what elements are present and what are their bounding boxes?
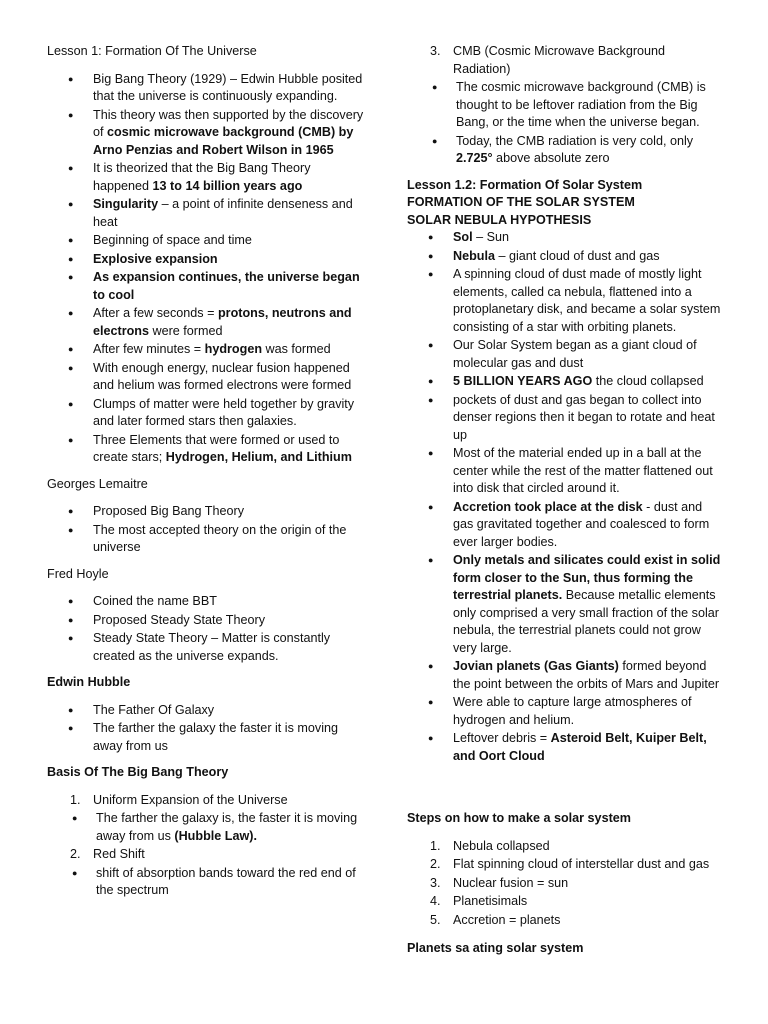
left-column bbox=[47, 43, 365, 901]
numbered-item: 3. CMB (Cosmic Microwave Background Radiation) bbox=[430, 44, 666, 76]
list-item: ● Steady State Theory – Matter is constantly created as the universe expands. bbox=[47, 630, 365, 665]
list-item: ● Our Solar System began as a giant cloud of molecular gas and dust bbox=[407, 337, 725, 372]
basis-list bbox=[47, 792, 365, 900]
list-item: ● With enough energy, nuclear fusion happened and helium was formed electrons were formed bbox=[47, 360, 365, 395]
step-item: 5. Accretion = planets bbox=[407, 912, 725, 930]
hoyle-title: Fred Hoyle bbox=[47, 566, 109, 581]
list-item: ● After a few seconds = protons, neutrons and electrons were formed bbox=[47, 305, 365, 340]
list-item: ● Sol – Sun bbox=[407, 229, 725, 247]
list-item: ● Jovian planets (Gas Giants) formed beyond the point between the orbits of Mars and Jupiter bbox=[407, 658, 725, 693]
list-item: ● This theory was then supported by the discovery of cosmic microwave background (CMB) by Arno Penzias and Robert Wilson in 1965 bbox=[47, 107, 365, 160]
list-item: ● 5 BILLION YEARS AGO the cloud collapsed bbox=[407, 373, 725, 391]
basis-title: Basis Of The Big Bang Theory bbox=[47, 765, 229, 779]
list-item: ● The Father Of Galaxy bbox=[47, 702, 365, 720]
numbered-item: 2. Red Shift bbox=[47, 846, 365, 864]
list-item: ● Singularity – a point of infinite denseness and heat bbox=[47, 196, 365, 231]
list-item: ● Explosive expansion bbox=[47, 251, 365, 269]
list-item: ● Accretion took place at the disk - dust and gas gravitated together and coalesced to form ever larger bodies. bbox=[407, 499, 725, 552]
list-item: ● Big Bang Theory (1929) – Edwin Hubble posited that the universe is continuously expanding. bbox=[47, 71, 365, 106]
list-item: ● It is theorized that the Big Bang Theory happened 13 to 14 billion years ago bbox=[47, 160, 365, 195]
lesson1-title: Lesson 1: Formation Of The Universe bbox=[47, 44, 257, 58]
list-item: ● Were able to capture large atmospheres of hydrogen and helium. bbox=[407, 694, 725, 729]
hubble-list bbox=[47, 702, 365, 756]
step-number: 3. bbox=[430, 875, 441, 890]
hubble-title: Edwin Hubble bbox=[47, 675, 131, 689]
list-item: ● Proposed Steady State Theory bbox=[47, 612, 365, 630]
step-item: 4. Planetisimals bbox=[407, 893, 725, 911]
lesson12-title: Lesson 1.2: Formation Of Solar System bbox=[407, 177, 643, 192]
list-item: ● Nebula – giant cloud of dust and gas bbox=[407, 248, 725, 266]
step-item: 1. Nebula collapsed bbox=[407, 838, 725, 856]
step-number: 2. bbox=[430, 857, 441, 871]
step-number: 5. bbox=[430, 912, 441, 927]
nebula-title: SOLAR NEBULA HYPOTHESIS bbox=[407, 212, 592, 227]
formation-title: FORMATION OF THE SOLAR SYSTEM bbox=[407, 195, 635, 209]
list-item: ● Only metals and silicates could exist in solid form closer to the Sun, thus forming the terrestrial planets. Because metallic elements only comprised a very small fraction of the solar nebula, the terrestrial planets could not grow very large. bbox=[407, 552, 725, 657]
list-item: ● Three Elements that were formed or used to create stars; Hydrogen, Helium, and Lithium bbox=[47, 432, 365, 467]
list-item: ● As expansion continues, the universe began to cool bbox=[47, 269, 365, 304]
numbered-item: 1. Uniform Expansion of the Universe bbox=[47, 792, 365, 810]
solar-list bbox=[407, 229, 725, 765]
list-item: ● Coined the name BBT bbox=[47, 593, 365, 611]
item-number: 2. bbox=[70, 847, 81, 861]
bigbang-list bbox=[47, 71, 365, 467]
cmb-list bbox=[407, 43, 725, 168]
steps-title: Steps on how to make a solar system bbox=[407, 811, 631, 825]
list-item: ● Clumps of matter were held together by gravity and later formed stars then galaxies. bbox=[47, 396, 365, 431]
list-item: ● The most accepted theory on the origin of the universe bbox=[47, 522, 365, 557]
list-item: ● pockets of dust and gas began to collect into denser regions then it began to rotate and heat up bbox=[407, 392, 725, 445]
list-item: ● Most of the material ended up in a ball at the center while the rest of the matter flattened out into disk that circled around it. bbox=[407, 445, 725, 498]
lemaitre-list bbox=[47, 503, 365, 557]
hoyle-list bbox=[47, 593, 365, 665]
list-item: ● A spinning cloud of dust made of mostly light elements, called ca nebula, flattened into a protoplanetary disk, and became a solar system consisting of a star with orbiting planets. bbox=[407, 266, 725, 336]
item-number: 3. bbox=[430, 44, 441, 58]
right-column bbox=[407, 43, 725, 968]
item-number: 1. bbox=[70, 792, 81, 807]
step-number: 1. bbox=[430, 838, 441, 853]
list-item: ● Beginning of space and time bbox=[47, 232, 365, 250]
steps-list bbox=[407, 838, 725, 930]
planets-title: Planets sa ating solar system bbox=[407, 941, 584, 955]
step-item: 3. Nuclear fusion = sun bbox=[407, 875, 725, 893]
list-item: ● The farther the galaxy the faster it is moving away from us bbox=[47, 720, 365, 755]
list-item: ● shift of absorption bands toward the red end of the spectrum bbox=[47, 865, 365, 900]
step-item: 2. Flat spinning cloud of interstellar dust and gas bbox=[407, 856, 725, 874]
list-item: ● The farther the galaxy is, the faster it is moving away from us (Hubble Law). bbox=[47, 810, 365, 845]
list-item: ● The cosmic microwave background (CMB) is thought to be leftover radiation from the Big Bang, or the time when the universe began. bbox=[407, 79, 725, 132]
step-number: 4. bbox=[430, 894, 441, 908]
list-item: ● Today, the CMB radiation is very cold, only 2.725° above absolute zero bbox=[407, 133, 725, 168]
list-item: ● Proposed Big Bang Theory bbox=[47, 503, 365, 521]
lemaitre-title: Georges Lemaitre bbox=[47, 476, 148, 491]
list-item: ● After few minutes = hydrogen was formed bbox=[47, 341, 365, 359]
list-item: ● Leftover debris = Asteroid Belt, Kuiper Belt, and Oort Cloud bbox=[407, 730, 725, 765]
